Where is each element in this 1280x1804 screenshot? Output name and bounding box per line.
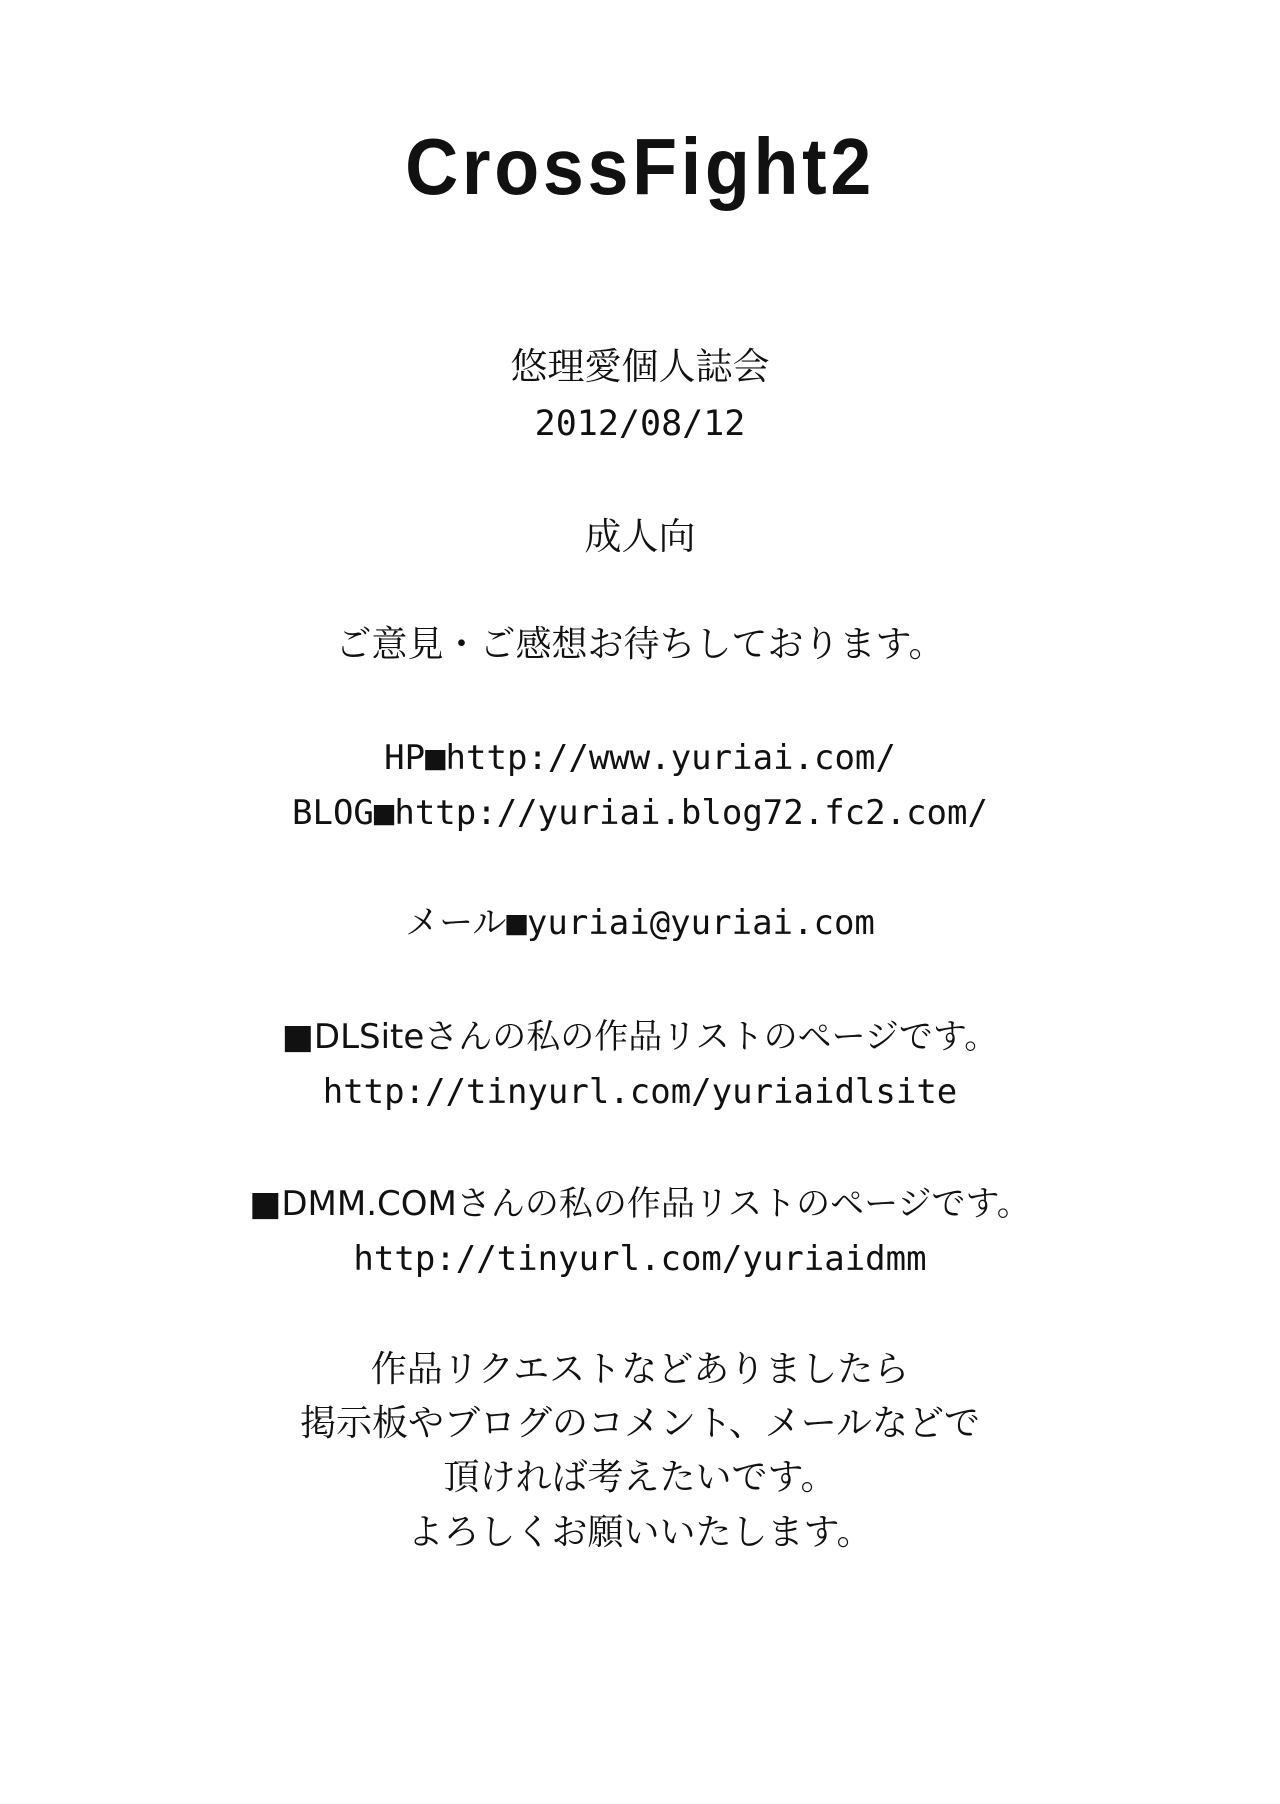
publish-date: 2012/08/12 (534, 404, 746, 444)
dlsite-url: http://tinyurl.com/yuriaidlsite (322, 1072, 958, 1112)
request-line-1: 作品リクエストなどありましたら (370, 1349, 910, 1390)
mail-address: メール■yuriai@yuriai.com (405, 903, 875, 943)
homepage-link: HP■http://www.yuriai.com/ (384, 738, 896, 778)
request-line-3: 頂ければ考えたいです。 (443, 1457, 837, 1498)
request-line-2: 掲示板やブログのコメント、メールなどで (299, 1403, 981, 1444)
dmm-label: ■DMM.COMさんの私の作品リストのページです。 (249, 1184, 1031, 1224)
feedback-message: ご意見・ご感想お待ちしております。 (335, 624, 945, 665)
blog-link: BLOG■http://yuriai.blog72.fc2.com/ (292, 793, 988, 833)
rating-label: 成人向 (584, 515, 696, 558)
circle-name: 悠理愛個人誌会 (510, 345, 770, 388)
book-title: CrossFight2 (405, 122, 875, 211)
dmm-url: http://tinyurl.com/yuriaidmm (353, 1239, 927, 1279)
dlsite-label: ■DLSiteさんの私の作品リストのページです。 (281, 1017, 999, 1057)
request-line-4: よろしくお願いいたします。 (407, 1512, 873, 1553)
